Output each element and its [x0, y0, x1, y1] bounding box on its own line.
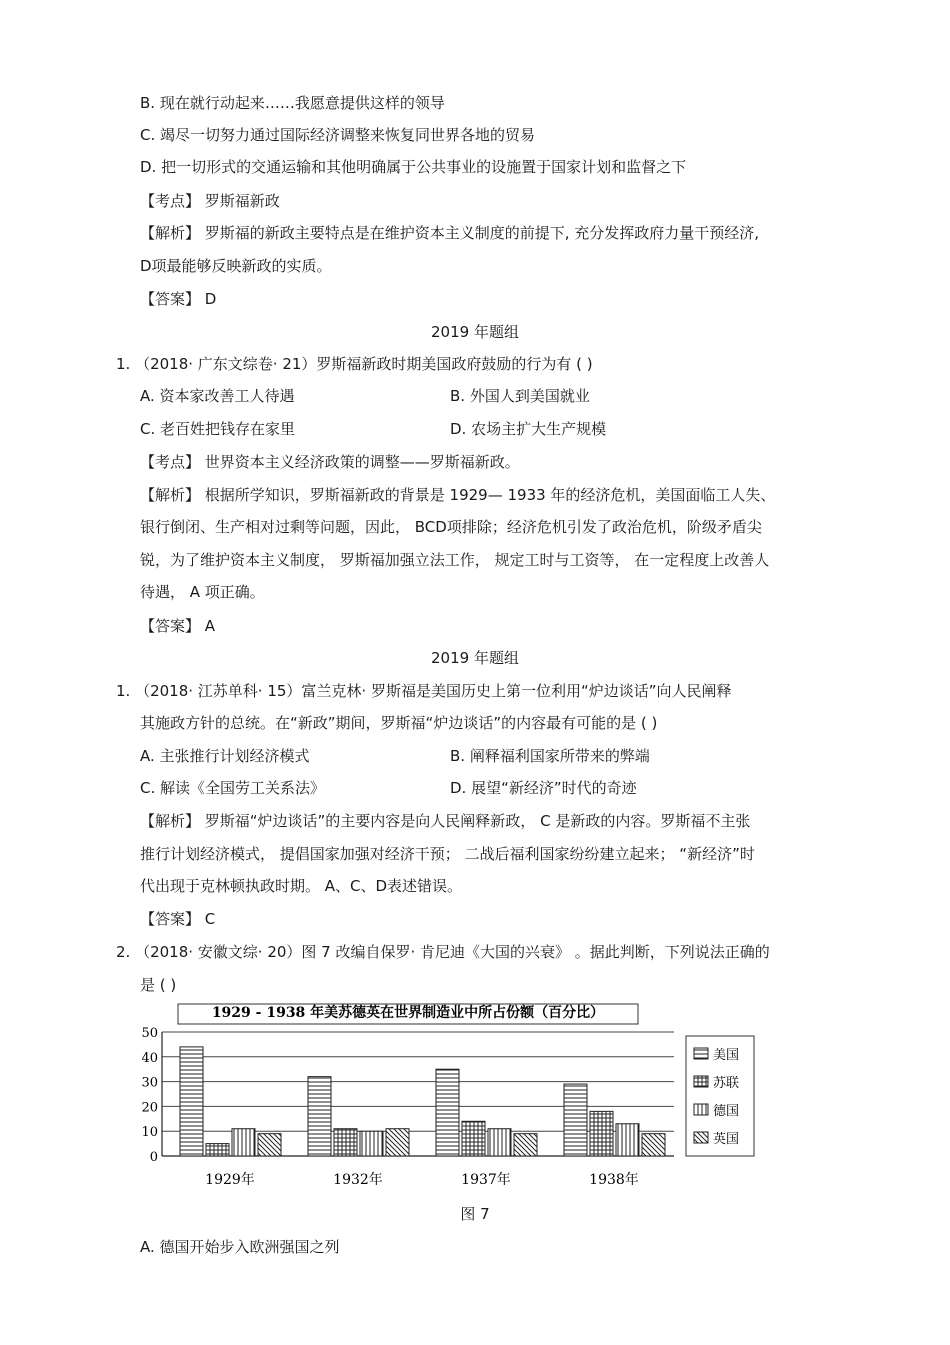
option-a: A. 主张推行计划经济模式 — [140, 747, 310, 765]
y-tick-label: 10 — [141, 1125, 158, 1141]
option-d: D. 把一切形式的交通运输和其他明确属于公共事业的设施置于国家计划和监督之下 — [140, 158, 687, 176]
figure-caption: 图 7 — [460, 1205, 490, 1223]
chart-title: 1929 - 1938 年美苏德英在世界制造业中所占份额（百分比） — [211, 1005, 605, 1021]
y-tick-label: 30 — [141, 1075, 158, 1091]
answer: 【答案】 A — [140, 617, 216, 635]
option-d: D. 展望“新经济”时代的奇迹 — [450, 779, 637, 797]
jiexi-line: 【解析】 罗斯福的新政主要特点是在维护资本主义制度的前提下, 充分发挥政府力量干预经济, — [140, 224, 760, 242]
bar — [334, 1129, 357, 1156]
option-a: A. 资本家改善工人待遇 — [140, 387, 295, 405]
bar — [206, 1144, 229, 1156]
kaodian: 【考点】 世界资本主义经济政策的调整——罗斯福新政。 — [140, 453, 520, 471]
x-tick-label: 1938年 — [589, 1172, 639, 1188]
kaodian: 【考点】 罗斯福新政 — [140, 192, 280, 210]
legend-swatch — [694, 1104, 708, 1115]
jiexi-line: D项最能够反映新政的实质。 — [140, 257, 332, 275]
legend-swatch — [694, 1132, 708, 1143]
legend-label: 德国 — [713, 1104, 740, 1119]
legend-swatch — [694, 1048, 708, 1059]
bar — [436, 1069, 459, 1156]
y-tick-label: 40 — [141, 1050, 158, 1066]
option-d: D. 农场主扩大生产规模 — [450, 420, 607, 438]
bar — [642, 1134, 665, 1156]
legend-label: 苏联 — [713, 1076, 740, 1091]
option-a: A. 德国开始步入欧洲强国之列 — [140, 1238, 340, 1256]
option-c: C. 老百姓把钱存在家里 — [140, 420, 296, 438]
question-stem: 1. （2018· 广东文综卷· 21）罗斯福新政时期美国政府鼓励的行为有 ( ) — [116, 355, 593, 373]
bar — [488, 1129, 511, 1156]
jiexi-line: 待遇， A 项正确。 — [140, 583, 265, 601]
y-tick-label: 20 — [141, 1100, 158, 1116]
y-tick-label: 0 — [149, 1150, 158, 1165]
bar-chart — [140, 1000, 760, 1200]
bar — [180, 1047, 203, 1156]
jiexi-line: 推行计划经济模式， 提倡国家加强对经济干预； 二战后福利国家纷纷建立起来； “新经济”时 — [140, 845, 755, 863]
bar — [514, 1134, 537, 1156]
bar — [258, 1134, 281, 1156]
option-b: B. 外国人到美国就业 — [450, 387, 590, 405]
bar — [386, 1129, 409, 1156]
option-b: B. 阐释福利国家所带来的弊端 — [450, 747, 650, 765]
legend-label: 美国 — [713, 1048, 740, 1063]
section-heading: 2019 年题组 — [431, 649, 519, 667]
question-stem: 1. （2018· 江苏单科· 15）富兰克林· 罗斯福是美国历史上第一位利用“炉边谈话”向人民阐释 — [116, 682, 732, 700]
bar — [308, 1077, 331, 1156]
y-tick-label: 50 — [141, 1026, 158, 1041]
question-stem: 是 ( ) — [140, 976, 177, 994]
bar — [616, 1124, 639, 1156]
jiexi-line: 【解析】 罗斯福“炉边谈话”的主要内容是向人民阐释新政， C 是新政的内容。罗斯福不主张 — [140, 812, 751, 830]
jiexi-line: 代出现于克林顿执政时期。 A、C、D表述错误。 — [140, 877, 463, 895]
jiexi-line: 银行倒闭、生产相对过剩等问题，因此， BCD项排除；经济危机引发了政治危机，阶级矛盾尖 — [140, 518, 762, 536]
option-b: B. 现在就行动起来……我愿意提供这样的领导 — [140, 94, 445, 112]
bar — [590, 1111, 613, 1156]
x-tick-label: 1929年 — [205, 1172, 255, 1188]
answer: 【答案】 D — [140, 290, 217, 308]
bar — [564, 1084, 587, 1156]
option-c: C. 解读《全国劳工关系法》 — [140, 779, 326, 797]
question-stem: 2. （2018· 安徽文综· 20）图 7 改编自保罗· 肯尼迪《大国的兴衰》 。据此判断，下列说法正确的 — [116, 943, 770, 961]
bar — [462, 1121, 485, 1156]
jiexi-line: 【解析】 根据所学知识，罗斯福新政的背景是 1929— 1933 年的经济危机，美国面临工人失、 — [140, 486, 776, 504]
bar — [360, 1131, 383, 1156]
x-tick-label: 1932年 — [333, 1172, 383, 1188]
section-heading: 2019 年题组 — [431, 323, 519, 341]
jiexi-line: 锐，为了维护资本主义制度， 罗斯福加强立法工作， 规定工时与工资等， 在一定程度上改善人 — [140, 551, 770, 569]
question-stem: 其施政方针的总统。在“新政”期间，罗斯福“炉边谈话”的内容最有可能的是 ( ) — [140, 714, 658, 732]
legend-swatch — [694, 1076, 708, 1087]
legend-label: 英国 — [713, 1132, 740, 1147]
option-c: C. 竭尽一切努力通过国际经济调整来恢复同世界各地的贸易 — [140, 126, 536, 144]
x-tick-label: 1937年 — [461, 1172, 511, 1188]
answer: 【答案】 C — [140, 910, 216, 928]
bar — [232, 1129, 255, 1156]
